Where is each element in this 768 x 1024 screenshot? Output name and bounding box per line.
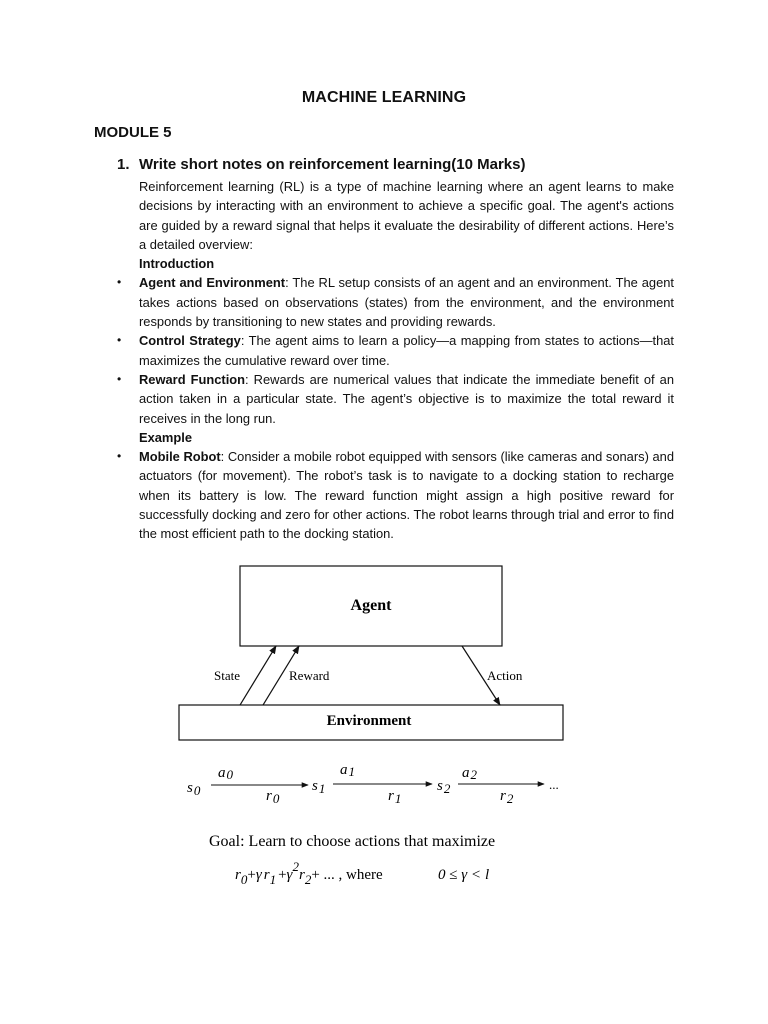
question-number: 1.: [117, 156, 130, 173]
bullet-icon: •: [117, 333, 122, 348]
state-label: State: [214, 668, 240, 683]
sequence-ellipsis: ...: [549, 777, 559, 792]
state-s1: s1: [312, 778, 326, 796]
list-item-text: : The agent aims to learn a policy—a mapping from states to actions—that maximizes the cumulative reward over time.: [139, 333, 674, 368]
state-arrow: [240, 646, 276, 705]
reward-r0: r0: [266, 788, 280, 806]
environment-label: Environment: [326, 713, 412, 729]
reward-r1: r1: [388, 788, 402, 806]
state-s0: s0: [187, 780, 201, 798]
action-a0: a0: [218, 765, 233, 782]
action-a2: a2: [462, 765, 477, 782]
bullet-icon: •: [117, 371, 122, 386]
document-title: MACHINE LEARNING: [301, 89, 467, 106]
reward-r2: r2: [500, 788, 514, 806]
formula-expression: r0+γ r1 +γ2r2+ ... , where: [235, 859, 383, 887]
list-item-text: : Consider a mobile robot equipped with sensors (like cameras and sonars) and actuators (for movement). The robot’s task is to navigate to a docking station to recharge when its battery is low. The reward function might assign a high positive reward for successfully docking and zero for other actions. The robot learns through trial and error to find the most efficient path to the docking station.: [139, 449, 675, 542]
action-label: Action: [487, 668, 523, 683]
discounted-return-formula: [235, 859, 489, 887]
bullet-icon: •: [117, 449, 122, 464]
list-item-term: Mobile Robot: [139, 449, 221, 465]
list-item-text: : The RL setup consists of an agent and an environment. The agent takes actions based on observations (states) from the environment, and the environment responds by transitioning to new states and providing rewards.: [139, 275, 674, 330]
agent-label: Agent: [350, 597, 392, 614]
reward-label: Reward: [289, 668, 330, 683]
list-item-text: : Rewards are numerical values that indicate the immediate benefit of an action taken in a particular state. The agent’s objective is to maximize the total reward it receives in the long run.: [139, 371, 674, 426]
formula-condition: 0 ≤ γ < l: [438, 867, 490, 883]
example-heading: Example: [139, 429, 193, 445]
bullet-icon: •: [117, 275, 122, 290]
trajectory-sequence: [187, 762, 559, 806]
question-text: Write short notes on reinforcement learning(10 Marks): [139, 156, 526, 173]
module-heading: MODULE 5: [94, 124, 172, 141]
state-s2: s2: [437, 778, 451, 796]
list-item-term: Reward Function: [139, 371, 246, 387]
list-item-term: Agent and Environment: [139, 275, 286, 291]
list-item-term: Control Strategy: [139, 333, 241, 349]
action-a1: a1: [340, 762, 355, 779]
intro-paragraph: Reinforcement learning (RL) is a type of machine learning where an agent learns to make decisions by interacting with an environment to achieve a specific goal. The agent's actions are guided by a reward signal that helps it evaluate the desirability of different actions. Here’s a detailed overview:: [139, 179, 674, 252]
introduction-heading: Introduction: [139, 256, 215, 272]
goal-text: Goal: Learn to choose actions that maximize: [209, 833, 496, 850]
